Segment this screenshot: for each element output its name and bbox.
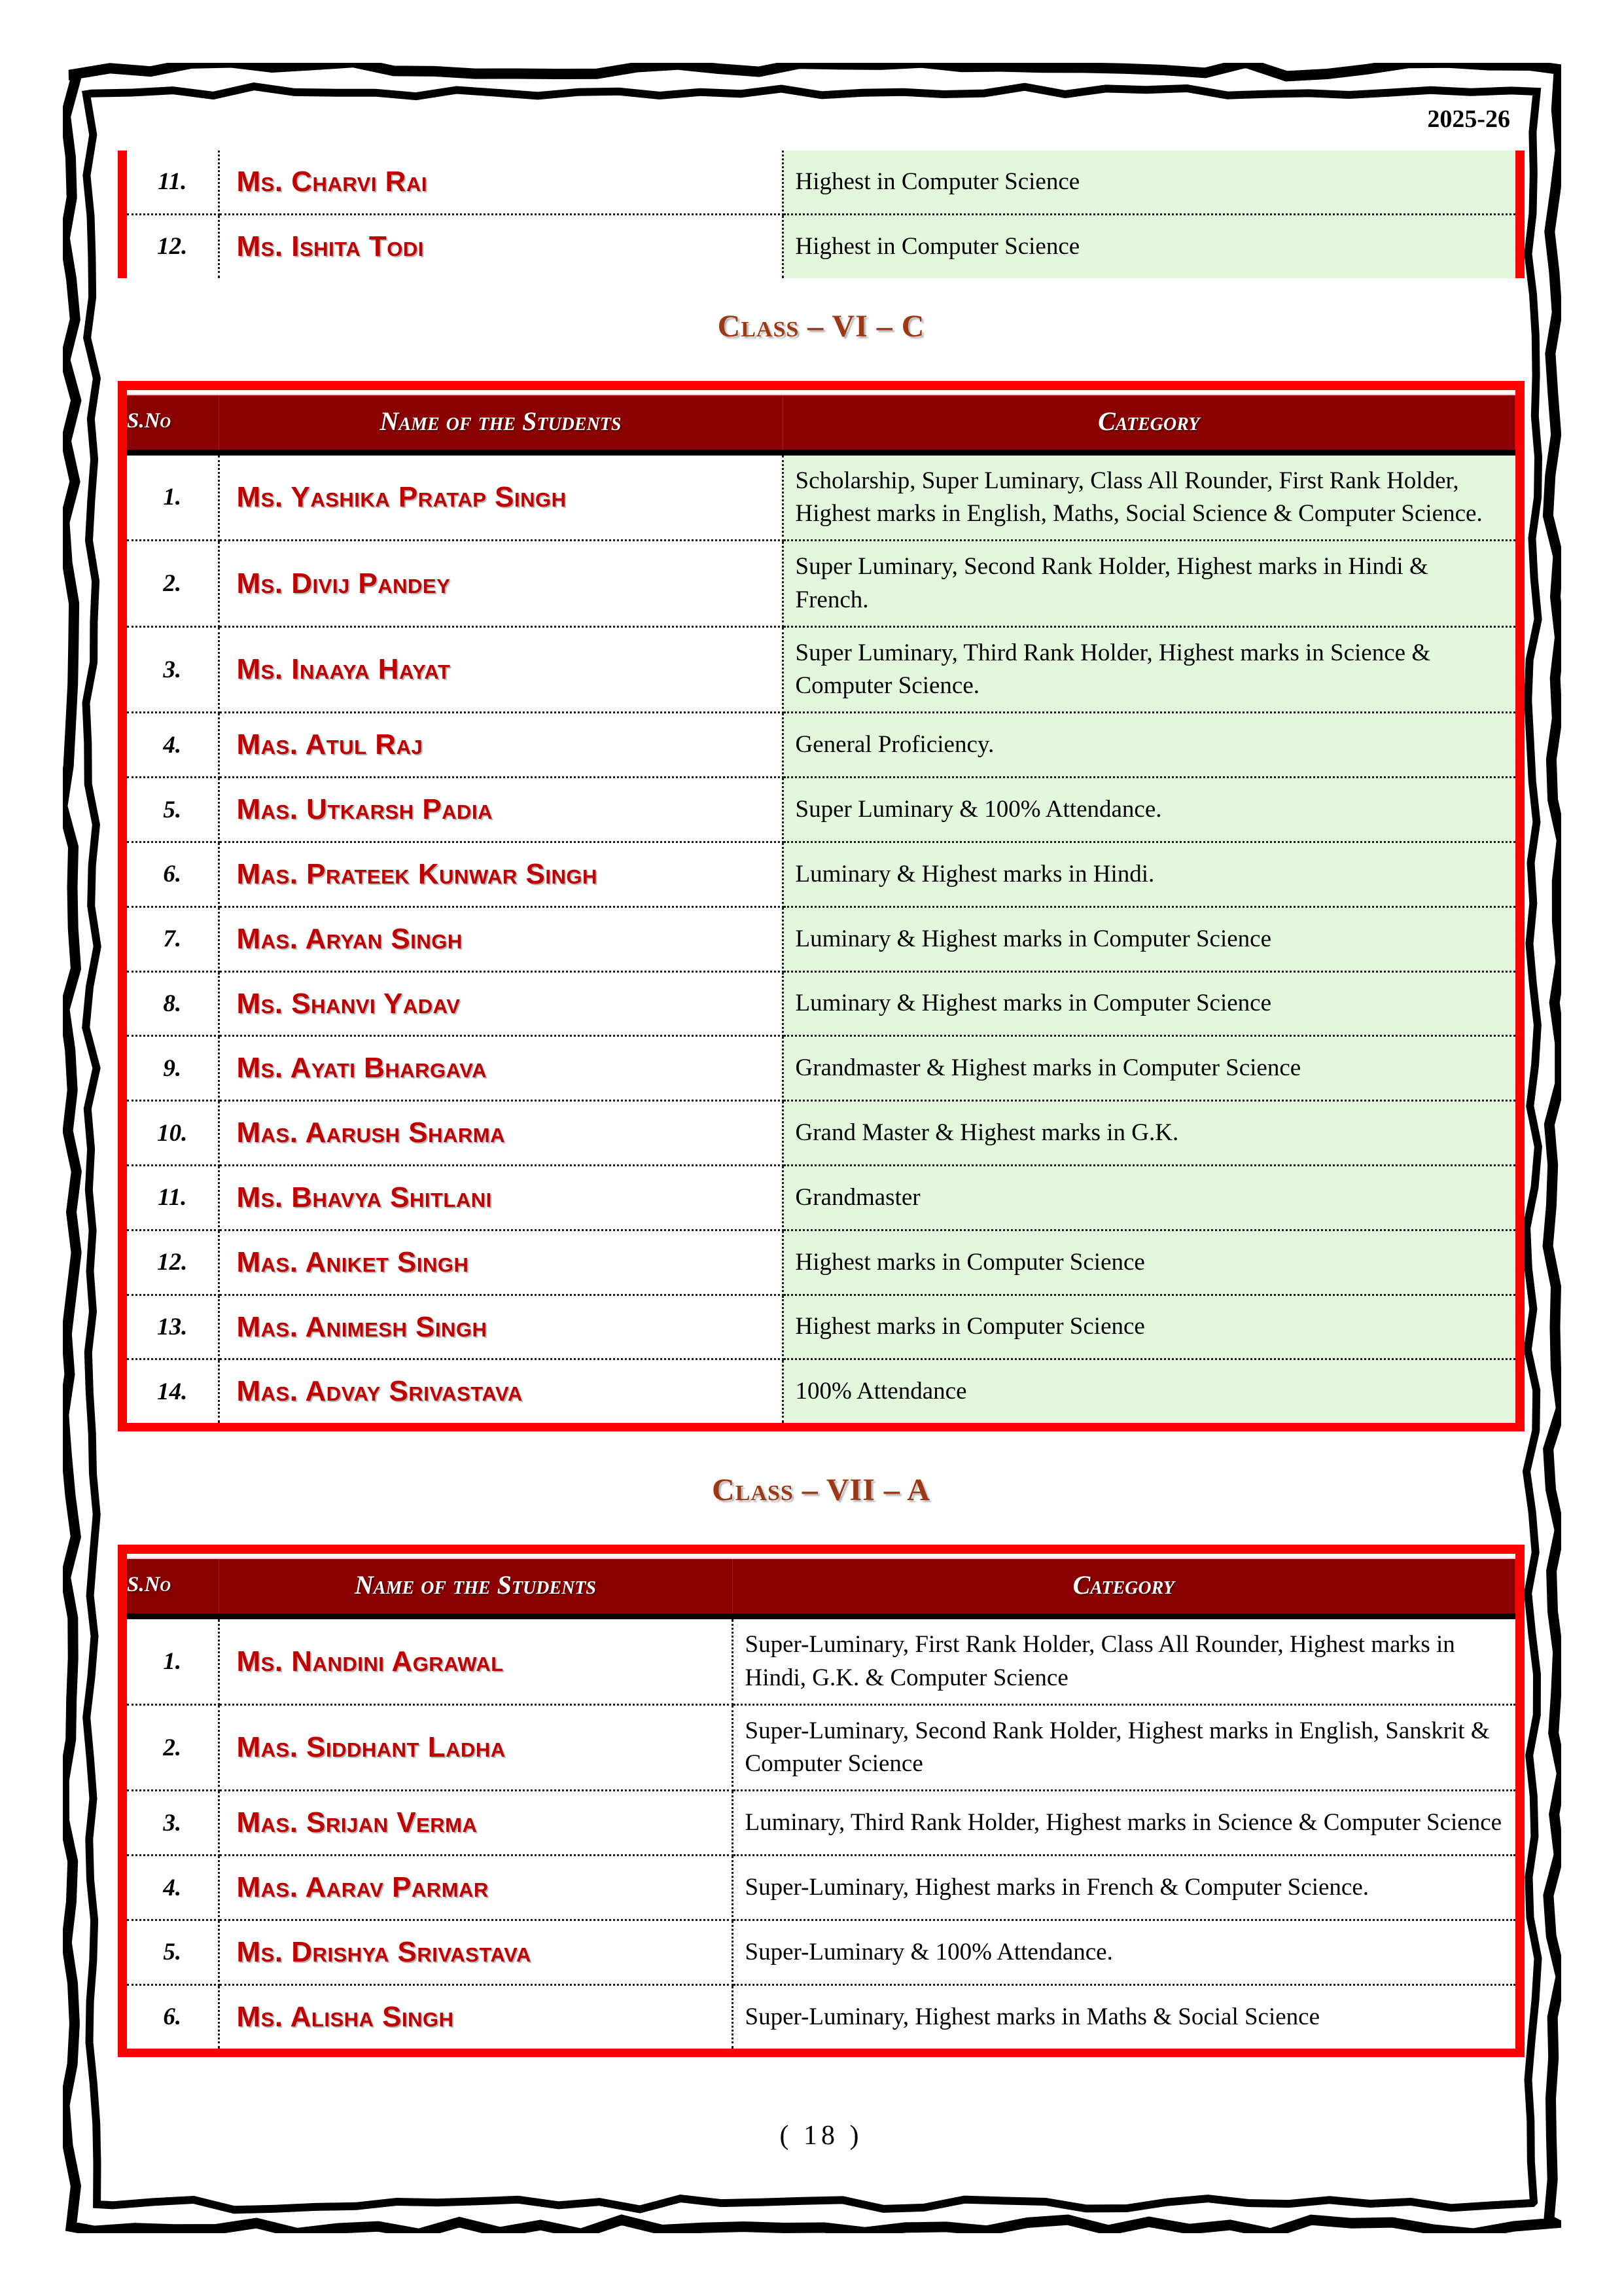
table-row xyxy=(127,1791,1515,1856)
row-serial-number: 2. xyxy=(127,1704,219,1791)
column-header-serial: S.No xyxy=(127,1558,219,1617)
table-row xyxy=(127,452,1515,541)
row-serial-number: 5. xyxy=(127,778,219,842)
row-category: Grand Master & Highest marks in G.K. xyxy=(783,1101,1515,1166)
page-content xyxy=(118,105,1525,2199)
row-category: Super Luminary, Third Rank Holder, Highest marks in Science & Computer Science. xyxy=(783,626,1515,713)
column-header-category: Category xyxy=(732,1558,1515,1617)
row-student-name: Ms. Drishya Srivastava xyxy=(219,1920,732,1985)
row-serial-number: 1. xyxy=(127,452,219,541)
award-table-container xyxy=(118,381,1525,1432)
row-serial-number: 12. xyxy=(127,1230,219,1295)
row-student-name: Mas. Atul Raj xyxy=(219,713,783,778)
row-student-name: Mas. Srijan Verma xyxy=(219,1791,732,1856)
row-category: Highest in Computer Science xyxy=(783,151,1515,214)
table-row xyxy=(127,1617,1515,1705)
row-category: Scholarship, Super Luminary, Class All Rounder, First Rank Holder, Highest marks in English, Maths, Social Science & Computer Science. xyxy=(783,452,1515,541)
row-student-name: Ms. Divij Pandey xyxy=(219,541,783,627)
table-row xyxy=(127,1704,1515,1791)
column-header-serial: S.No xyxy=(127,395,219,453)
table-row xyxy=(127,1920,1515,1985)
continued-award-table xyxy=(118,151,1525,278)
spacer xyxy=(118,278,1525,308)
row-student-name: Ms. Yashika Pratap Singh xyxy=(219,452,783,541)
table-row xyxy=(127,214,1515,278)
row-serial-number: 4. xyxy=(127,713,219,778)
table-row xyxy=(127,1295,1515,1359)
row-student-name: Mas. Aryan Singh xyxy=(219,906,783,971)
row-student-name: Ms. Alisha Singh xyxy=(219,1984,732,2048)
class-section-title: Class – VI – C xyxy=(717,308,925,344)
row-serial-number: 11. xyxy=(127,151,219,214)
academic-year-label: 2025-26 xyxy=(1427,105,1510,133)
row-serial-number: 4. xyxy=(127,1856,219,1920)
row-category: Luminary & Highest marks in Hindi. xyxy=(783,842,1515,907)
row-category: Super Luminary, Second Rank Holder, Highest marks in Hindi & French. xyxy=(783,541,1515,627)
row-student-name: Ms. Shanvi Yadav xyxy=(219,971,783,1036)
row-category: 100% Attendance xyxy=(783,1359,1515,1423)
row-serial-number: 14. xyxy=(127,1359,219,1423)
row-student-name: Mas. Prateek Kunwar Singh xyxy=(219,842,783,907)
column-header-name: Name of the Students xyxy=(219,1558,732,1617)
table-row xyxy=(127,626,1515,713)
row-category: Grandmaster xyxy=(783,1166,1515,1230)
row-serial-number: 10. xyxy=(127,1101,219,1166)
row-category: Super-Luminary, Second Rank Holder, Highest marks in English, Sanskrit & Computer Science xyxy=(732,1704,1515,1791)
column-header-category: Category xyxy=(783,395,1515,453)
row-student-name: Mas. Aniket Singh xyxy=(219,1230,783,1295)
document-header xyxy=(118,105,1525,151)
spacer xyxy=(118,1508,1525,1545)
table-row xyxy=(127,1359,1515,1423)
table-row xyxy=(127,1856,1515,1920)
table-row xyxy=(127,151,1515,214)
class-sections xyxy=(118,308,1525,2057)
row-student-name: Mas. Animesh Singh xyxy=(219,1295,783,1359)
header-highlight-rule xyxy=(127,1554,1515,1558)
table-row xyxy=(127,1036,1515,1101)
row-student-name: Mas. Advay Srivastava xyxy=(219,1359,783,1423)
row-category: Super-Luminary, Highest marks in Maths & Social Science xyxy=(745,2003,1320,2030)
class-section-title: Class – VII – A xyxy=(712,1473,930,1508)
table-row xyxy=(127,1230,1515,1295)
table-row xyxy=(127,541,1515,627)
spacer xyxy=(118,344,1525,381)
row-serial-number: 8. xyxy=(127,971,219,1036)
row-serial-number: 2. xyxy=(127,541,219,627)
row-serial-number: 9. xyxy=(127,1036,219,1101)
row-category: General Proficiency. xyxy=(783,713,1515,778)
row-student-name: Ms. Nandini Agrawal xyxy=(219,1617,732,1705)
award-table xyxy=(127,390,1515,1424)
award-table xyxy=(127,1554,1515,2048)
row-category: Super-Luminary, First Rank Holder, Class All Rounder, Highest marks in Hindi, G.K. & Computer Science xyxy=(732,1617,1515,1705)
row-student-name: Ms. Charvi Rai xyxy=(219,151,783,214)
table-row xyxy=(127,971,1515,1036)
row-student-name: Ms. Bhavya Shitlani xyxy=(219,1166,783,1230)
row-category: Luminary & Highest marks in Computer Science xyxy=(783,906,1515,971)
table-row xyxy=(127,1984,1515,2048)
row-serial-number: 11. xyxy=(127,1166,219,1230)
row-category: Luminary, Third Rank Holder, Highest marks in Science & Computer Science xyxy=(732,1791,1515,1856)
row-student-name: Ms. Ishita Todi xyxy=(219,214,783,278)
row-student-name: Ms. Inaaya Hayat xyxy=(219,626,783,713)
row-serial-number: 3. xyxy=(127,1791,219,1856)
row-serial-number: 7. xyxy=(127,906,219,971)
row-category: Super Luminary & 100% Attendance. xyxy=(783,778,1515,842)
header-highlight-rule xyxy=(127,390,1515,395)
row-category: Super-Luminary, Highest marks in French & Computer Science. xyxy=(732,1856,1515,1920)
award-table-container xyxy=(118,1545,1525,2056)
table-row xyxy=(127,713,1515,778)
table-row xyxy=(127,778,1515,842)
row-student-name: Mas. Siddhant Ladha xyxy=(219,1704,732,1791)
table-row xyxy=(127,906,1515,971)
row-serial-number: 6. xyxy=(127,1984,219,2048)
table-row xyxy=(127,1101,1515,1166)
table-row xyxy=(127,1166,1515,1230)
row-serial-number: 1. xyxy=(127,1617,219,1705)
page-number-footer: ( 18 ) xyxy=(779,2120,863,2151)
row-student-name: Ms. Ayati Bhargava xyxy=(219,1036,783,1101)
row-serial-number: 5. xyxy=(127,1920,219,1985)
row-category: Highest in Computer Science xyxy=(783,214,1515,278)
row-student-name: Mas. Aarush Sharma xyxy=(219,1101,783,1166)
row-serial-number: 13. xyxy=(127,1295,219,1359)
row-category: Luminary & Highest marks in Computer Science xyxy=(783,971,1515,1036)
row-serial-number: 12. xyxy=(127,214,219,278)
row-student-name: Mas. Aarav Parmar xyxy=(219,1856,732,1920)
column-header-name: Name of the Students xyxy=(219,395,783,453)
table-row xyxy=(127,842,1515,907)
row-category: Highest marks in Computer Science xyxy=(783,1295,1515,1359)
award-table xyxy=(127,151,1515,278)
row-serial-number: 6. xyxy=(127,842,219,907)
row-serial-number: 3. xyxy=(127,626,219,713)
spacer xyxy=(118,1431,1525,1472)
row-category: Highest marks in Computer Science xyxy=(783,1230,1515,1295)
row-category: Super-Luminary & 100% Attendance. xyxy=(732,1920,1515,1985)
row-category: Grandmaster & Highest marks in Computer Science xyxy=(783,1036,1515,1101)
row-student-name: Mas. Utkarsh Padia xyxy=(219,778,783,842)
